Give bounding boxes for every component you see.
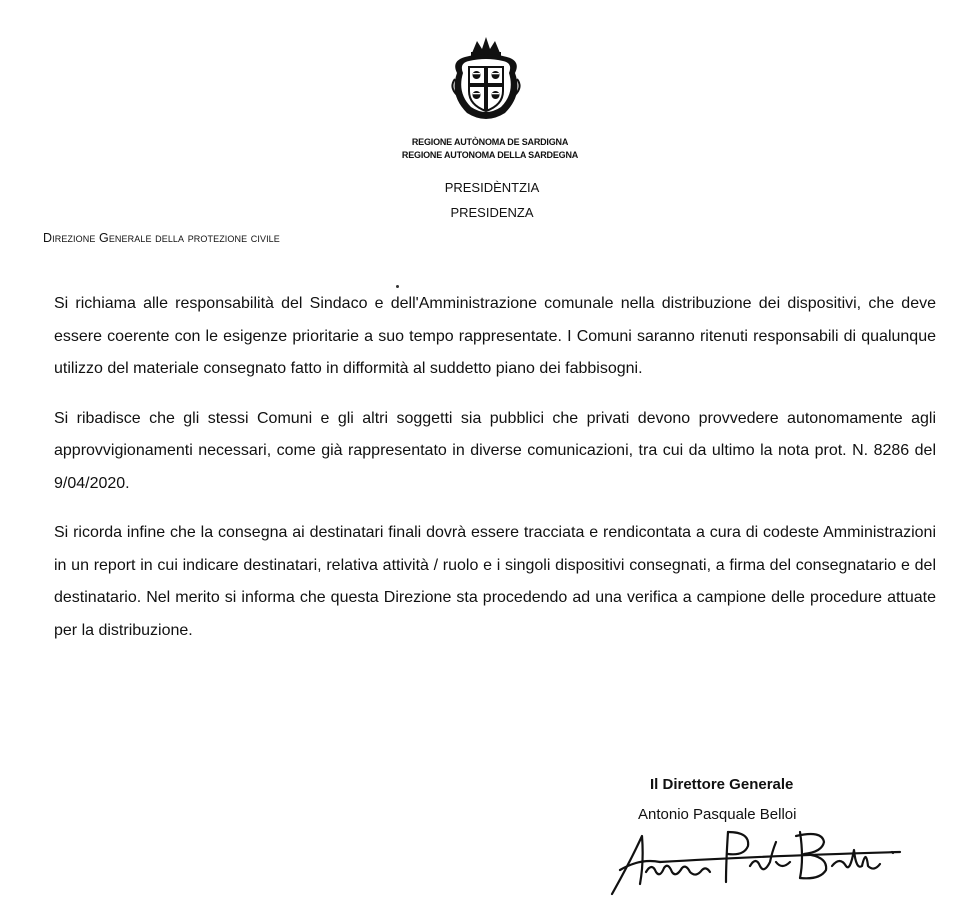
paragraph-3: Si ricorda infine che la consegna ai destinatari finali dovrà essere tracciata e rendicontata a cura di codeste Amministrazioni in un report in cui indicare destinatari, relativa attività / ruolo e i singoli dispositivi consegnati, a firma del consegnatario e del destinatario. Nel merito si informa che questa Direzione sta procedendo ad una verifica a campione delle procedure attuate per la distribuzione. [54,524,936,639]
presidency-italian: PRESIDENZA [450,205,534,220]
presidency-sardinian: PRESIDÈNTZIA [444,180,540,195]
region-name-sardinian: REGIONE AUTÒNOMA DE SARDIGNA [411,137,569,147]
signatory-title: Il Direttore Generale [650,776,794,793]
letter-body [54,288,936,664]
sardinia-coat-of-arms-icon [447,33,525,125]
paragraph-1: Si richiama alle responsabilità del Sindaco e dell'Amministrazione comunale nella distribuzione dei dispositivi, che deve essere coerente con le esigenze prioritarie a suo tempo rappresentate. I Comuni saranno ritenuti responsabili di qualunque utilizzo del materiale consegnato fatto in difformità al suddetto piano dei fabbisogni. [54,295,936,377]
department-name: Direzione Generale della protezione civile [43,231,280,245]
handwritten-signature-icon [600,822,920,902]
paragraph-2: Si ribadisce che gli stessi Comuni e gli altri soggetti sia pubblici che privati devono provvedere autonomamente agli approvvigionamenti necessari, come già rappresentato in diverse comunicazioni, tra cui da ultimo la nota prot. N. 8286 del 9/04/2020. [54,409,936,492]
signatory-name: Antonio Pasquale Belloi [638,806,797,823]
region-name-italian: REGIONE AUTONOMA DELLA SARDEGNA [401,150,579,160]
